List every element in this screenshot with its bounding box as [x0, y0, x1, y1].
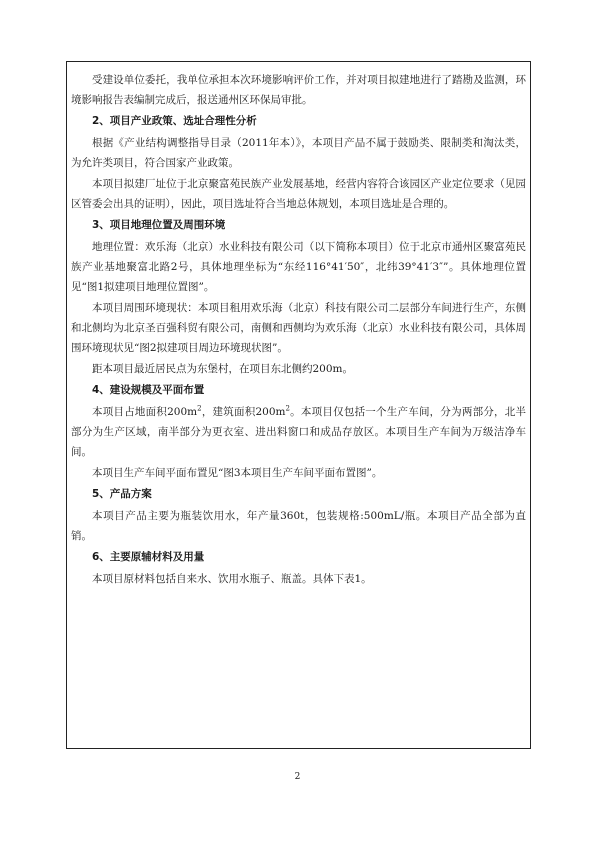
section-heading-4: 4、建设规模及平面布置: [92, 384, 205, 396]
paragraph-layout: 本项目生产车间平面布置见“图3本项目生产车间平面布置图”。: [92, 467, 383, 479]
section-heading-3: 3、项目地理位置及周围环境: [92, 219, 226, 231]
scale-sup-1: 2: [197, 404, 202, 413]
paragraph-site: 本项目拟建厂址位于北京聚富苑民族产业发展基地，经营内容符合该园区产业定位要求（见园区管委会出具的证明），因此，项目选址符合当地总体规划，本项目选址是合理的。: [71, 178, 526, 210]
paragraph-location: 地理位置：欢乐海（北京）水业科技有限公司（以下简称本项目）位于北京市通州区聚富苑民族产业基地聚富北路2号，具体地理坐标为“东经116°41′50″，北纬39°41′3″”。具体地理位置见“图1拟建项目地理位置图”。: [71, 241, 526, 293]
paragraph-materials: 本项目原材料包括自来水、饮用水瓶子、瓶盖。具体下表1。: [92, 573, 372, 585]
scale-text-2: ，建筑面积200m: [201, 406, 286, 418]
section-heading-5: 5、产品方案: [92, 488, 152, 500]
scale-text-3: 。本项目仅包括一个生产车间，分为两部分，北半部分为生产区域，南半部分为更衣室、进出料窗口和成品存放区。本项目生产车间为万级洁净车间。: [71, 406, 527, 458]
document-body: [71, 70, 526, 590]
section-heading-6: 6、主要原辅材料及用量: [92, 551, 205, 563]
paragraph-scale: [71, 402, 526, 462]
paragraph-surroundings: 本项目周围环境现状：本项目租用欢乐海（北京）科技有限公司二层部分车间进行生产，东侧和北侧均为北京圣百强科贸有限公司，南侧和西侧均为欢乐海（北京）水业科技有限公司，具体周围环境现状见“图2拟建项目周边环境现状图”。: [71, 302, 526, 354]
paragraph-policy: 根据《产业结构调整指导目录（2011年本）》，本项目产品不属于鼓励类、限制类和淘汰类，为允许类项目，符合国家产业政策。: [71, 137, 526, 169]
page-number: 2: [294, 772, 301, 782]
scale-sup-2: 2: [285, 404, 290, 413]
paragraph-intro: 受建设单位委托，我单位承担本次环境影响评价工作，并对项目拟建地进行了踏勘及监测，环境影响报告表编制完成后，报送通州区环保局审批。: [71, 74, 526, 106]
paragraph-nearest-residents: 距本项目最近居民点为东堡村，在项目东北侧约200m。: [92, 363, 353, 375]
section-heading-2: 2、项目产业政策、选址合理性分析: [92, 115, 257, 127]
scale-text-1: 本项目占地面积200m: [92, 406, 198, 418]
paragraph-products: 本项目产品主要为瓶装饮用水，年产量360t，包装规格:500mL/瓶。本项目产品全部为直销。: [71, 510, 526, 542]
content-frame: [66, 61, 531, 749]
